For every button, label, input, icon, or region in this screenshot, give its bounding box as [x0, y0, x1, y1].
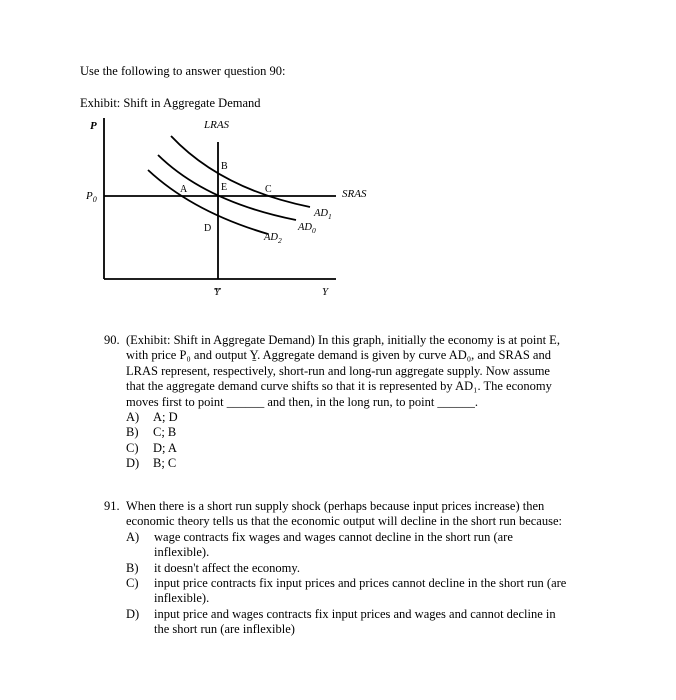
question-number: 90.: [104, 333, 120, 347]
point-b-label: B: [221, 161, 228, 172]
option-text: [154, 530, 614, 561]
option-text: B; C: [153, 456, 177, 471]
option-b[interactable]: [126, 561, 614, 576]
stem-line: LRAS represent, respectively, short-run and long-run aggregate supply. Now assume: [126, 363, 550, 378]
question-90: [104, 333, 614, 472]
option-text: [154, 561, 614, 576]
option-line: inflexible).: [154, 545, 210, 560]
option-line: input price contracts fix input prices and prices cannot decline in the short run (are: [154, 576, 567, 591]
option-letter: A): [126, 410, 140, 425]
option-c[interactable]: [126, 441, 614, 456]
exhibit-title: Exhibit: Shift in Aggregate Demand: [80, 96, 261, 110]
output-label: Y: [214, 286, 221, 298]
option-line: it doesn't affect the economy.: [154, 560, 300, 575]
option-line: inflexible).: [154, 591, 210, 606]
lras-label: LRAS: [204, 119, 230, 131]
point-d-label: D: [204, 223, 212, 234]
point-c-label: C: [265, 184, 272, 195]
option-d[interactable]: [126, 607, 614, 638]
stem-line: economic theory tells us that the economic output will decline in the short run because:: [126, 514, 562, 529]
sras-label: SRAS: [342, 188, 367, 200]
option-text: D; A: [153, 440, 177, 455]
option-letter: C): [126, 576, 139, 591]
option-letter: A): [126, 529, 140, 544]
aggregate-demand-graph: [78, 112, 378, 302]
question-stem: [126, 499, 614, 530]
option-a[interactable]: [126, 530, 614, 561]
question-number: 91.: [104, 499, 120, 513]
stem-line: When there is a short run supply shock (perhaps because input prices increase) then: [126, 499, 545, 513]
option-text: [154, 576, 614, 607]
option-letter: C): [126, 440, 139, 455]
option-a[interactable]: [126, 410, 614, 425]
option-line: the short run (are inflexible): [154, 622, 295, 637]
point-a-label: A: [180, 184, 188, 195]
x-axis-label: Y: [322, 286, 329, 298]
y-axis-label: P: [90, 120, 97, 132]
question-stem: [126, 333, 614, 410]
price-level-label: $P_0$: [86, 190, 97, 204]
point-e-label: E: [221, 182, 228, 193]
ad0-label: $AD_0$: [298, 222, 316, 235]
stem-line: (Exhibit: Shift in Aggregate Demand) In this graph, initially the economy is at point E,: [126, 333, 560, 347]
option-b[interactable]: [126, 425, 614, 440]
stem-line: moves first to point ______ and then, in the long run, to point ______.: [126, 394, 479, 409]
option-line: wage contracts fix wages and wages cannot decline in the short run (are: [154, 529, 513, 544]
question-91: [104, 499, 614, 638]
option-letter: D): [126, 606, 140, 621]
option-line: input price and wages contracts fix input prices and wages and cannot decline in: [154, 606, 556, 621]
option-letter: D): [126, 456, 140, 471]
option-d[interactable]: [126, 456, 614, 471]
stem-line: that the aggregate demand curve shifts so that it is represented by AD₁. The economy: [126, 379, 552, 394]
option-c[interactable]: [126, 576, 614, 607]
ad2-label: $AD_2$: [264, 232, 282, 245]
option-letter: B): [126, 560, 139, 575]
option-text: C; B: [153, 425, 177, 440]
option-letter: B): [126, 425, 139, 440]
stem-line: with price P₀ and output Y̱. Aggregate demand is given by curve AD₀, and SRAS and: [126, 348, 551, 363]
ad1-label: $AD_1$: [314, 208, 332, 221]
option-text: A; D: [153, 410, 178, 425]
option-text: [154, 607, 614, 638]
intro-text: Use the following to answer question 90:: [80, 64, 286, 78]
